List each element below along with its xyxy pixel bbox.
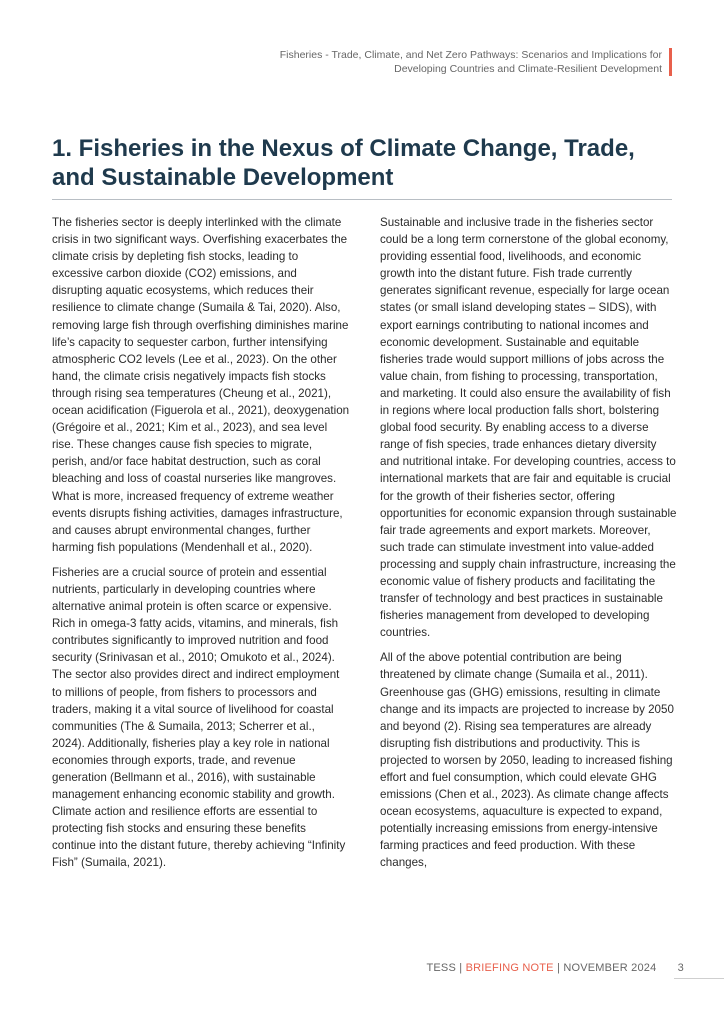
left-paragraph-2: Fisheries are a crucial source of protein and essential nutrients, particularly in developing countries where alternative animal protein is often scarce or expensive. Rich in omega-3 fatty acids, vitamins, and minerals, fish contributes significantly to improved nutrition and food security (Srinivasan et al., 2010; Omukoto et al., 2024). The sector also provides direct and indirect employment to millions of people, from fishers to processors and traders, making it a vital source of livelihood for coastal communities (The & Sumaila, 2013; Scherrer et al., 2024). Additionally, fisheries play a key role in national economies through exports, trade, and revenue generation (Bellmann et al., 2016), with sustainable management enhancing economic stability and growth. Climate action and resilience efforts are essential to protecting fish stocks and ensuring these benefits continue into the distant future, thereby achieving “Infinity Fish” (Sumaila, 2021). xyxy=(52,565,346,870)
running-header xyxy=(232,48,662,76)
footer-date: NOVEMBER 2024 xyxy=(563,962,657,974)
page-number: 3 xyxy=(677,962,684,974)
right-column xyxy=(380,214,678,880)
header-accent-bar xyxy=(669,48,672,76)
right-paragraph-1: Sustainable and inclusive trade in the fisheries sector could be a long term cornerstone of the global economy, providing essential food, livelihoods, and economic growth into the distant future. Fish trade currently generates significant revenue, especially for large ocean states (or small island developing states – SIDS), with export earnings contributing to national incomes and economic development. Sustainable and equitable fisheries trade would support millions of jobs across the value chain, from fishing to processing, transportation, and marketing. It could also ensure the availability of fish in regions where local production falls short, bolstering global food security. By enabling access to a diverse range of fish species, trade enhances dietary diversity and nutritional intake. For developing countries, access to international markets that are fair and equitable is crucial for the growth of their fisheries sector, offering opportunities for economic expansion through sustainable fair trade agreements and export markets. Moreover, such trade can stimulate investment into value-added processing and supply chain infrastructure, increasing the economic value of fishery products and facilitating the transfer of technology and best practices in sustainable fisheries management from developed to developing countries. xyxy=(380,216,677,640)
footer-series: BRIEFING NOTE xyxy=(465,962,554,974)
left-column xyxy=(52,214,350,880)
running-header-line-1: Fisheries - Trade, Climate, and Net Zero Pathways: Scenarios and Implications for xyxy=(279,49,662,61)
running-header-line-2: Developing Countries and Climate-Resilient Development xyxy=(394,63,662,75)
footer-separator: | xyxy=(455,962,466,974)
footer-org: TESS xyxy=(426,962,456,974)
page-footer xyxy=(426,962,684,974)
left-paragraph-1: The fisheries sector is deeply interlinked with the climate crisis in two significant ways. Overfishing exacerbates the climate crisis by depleting fish stocks, leading to excessive carbon dioxide (CO2) emissions, and disrupting aquatic ecosystems, which reduces their resilience to climate change (Sumaila & Tai, 2020). Also, removing large fish through overfishing diminishes marine life’s capacity to sequester carbon, further intensifying atmospheric CO2 levels (Lee et al., 2023). On the other hand, the climate crisis negatively impacts fish stocks through rising sea temperatures (Cheung et al., 2021), ocean acidification (Figuerola et al., 2021), deoxygenation (Grégoire et al., 2021; Kim et al., 2023), and sea level rise. These changes cause fish species to migrate, perish, and/or face habitat destruction, such as coral bleaching and loss of coastal nurseries like mangroves. What is more, increased frequency of extreme weather events disrupts fishing activities, damages infrastructure, and causes abrupt environmental changes, further harming fish populations (Mendenhall et al., 2020). xyxy=(52,216,350,554)
footer-rule xyxy=(674,978,724,979)
section-title: 1. Fisheries in the Nexus of Climate Change, Trade, and Sustainable Development xyxy=(52,135,635,191)
footer-separator: | xyxy=(553,962,564,974)
right-paragraph-2: All of the above potential contribution are being threatened by climate change (Sumaila et al., 2011). Greenhouse gas (GHG) emissions, resulting in climate change and its impacts are projected to increase by 2050 and beyond (2). Rising sea temperatures are already disrupting fish distributions and productivity. This is projected to worsen by 2050, leading to increased fishing effort and fuel consumption, which could elevate GHG emissions (Chen et al., 2023). As climate change affects ocean ecosystems, aquaculture is expected to expand, potentially increasing emissions from energy-intensive farming practices and feed production. With these changes, xyxy=(380,651,674,870)
title-divider xyxy=(52,199,672,200)
